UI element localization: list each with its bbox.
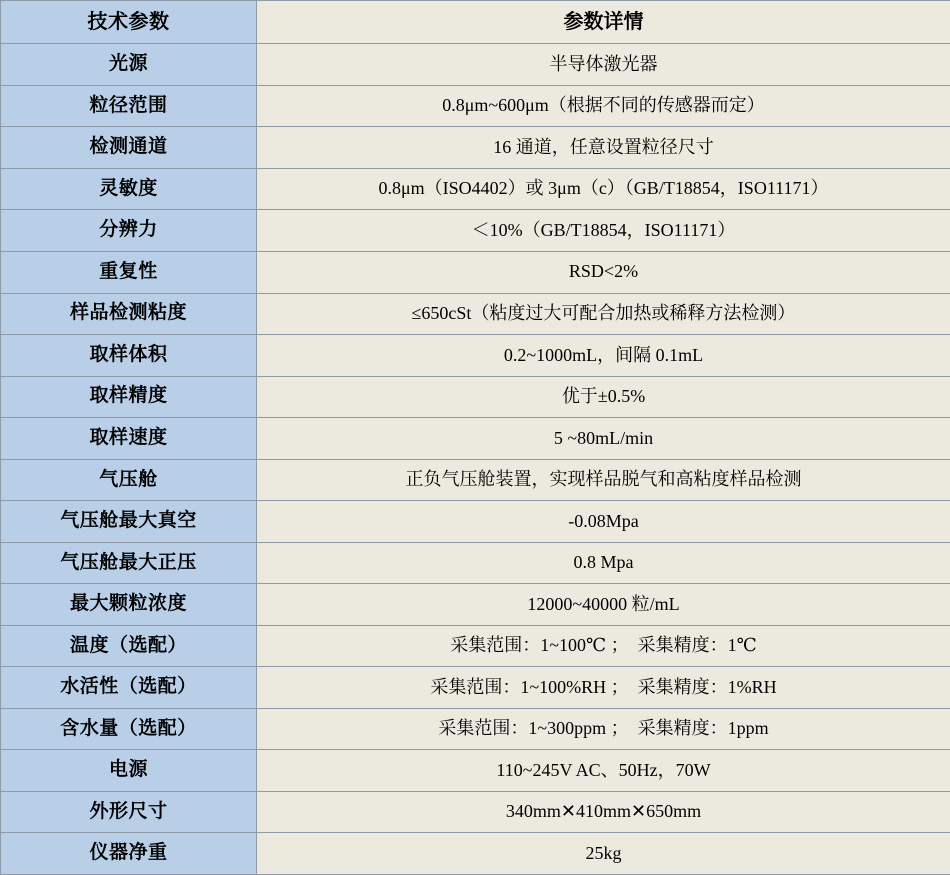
row-value: 0.8 Mpa	[257, 542, 950, 584]
table-row	[1, 791, 950, 833]
table-row	[1, 85, 950, 127]
row-label: 检测通道	[1, 127, 257, 169]
table-row	[1, 625, 950, 667]
row-label: 取样体积	[1, 335, 257, 377]
row-value: 优于±0.5%	[257, 376, 950, 418]
row-value: -0.08Mpa	[257, 501, 950, 543]
row-label: 水活性（选配）	[1, 667, 257, 709]
table-row	[1, 127, 950, 169]
row-label: 最大颗粒浓度	[1, 584, 257, 626]
specifications-table-body	[1, 1, 950, 875]
table-header-row	[1, 1, 950, 44]
row-label: 取样速度	[1, 418, 257, 460]
table-row	[1, 44, 950, 86]
row-value: 0.8μm~600μm（根据不同的传感器而定）	[257, 85, 950, 127]
row-label: 外形尺寸	[1, 791, 257, 833]
row-value: 正负气压舱装置，实现样品脱气和高粘度样品检测	[257, 459, 950, 501]
header-value-cell: 参数详情	[257, 1, 950, 44]
row-value: 半导体激光器	[257, 44, 950, 86]
table-row	[1, 667, 950, 709]
table-row	[1, 542, 950, 584]
table-row	[1, 168, 950, 210]
row-label: 仪器净重	[1, 833, 257, 875]
row-value: 16 通道，任意设置粒径尺寸	[257, 127, 950, 169]
row-value: 110~245V AC、50Hz，70W	[257, 750, 950, 792]
row-label: 取样精度	[1, 376, 257, 418]
row-label: 气压舱最大正压	[1, 542, 257, 584]
row-value: 340mm✕410mm✕650mm	[257, 791, 950, 833]
row-value: 采集范围：1~100%RH ； 采集精度：1%RH	[257, 667, 950, 709]
row-value: 25kg	[257, 833, 950, 875]
row-label: 样品检测粘度	[1, 293, 257, 335]
table-row	[1, 459, 950, 501]
row-label: 含水量（选配）	[1, 708, 257, 750]
table-row	[1, 376, 950, 418]
row-label: 光源	[1, 44, 257, 86]
row-label: 电源	[1, 750, 257, 792]
row-value: 0.8μm（ISO4402）或 3μm（c）（GB/T18854，ISO11171）	[257, 168, 950, 210]
row-value: 12000~40000 粒/mL	[257, 584, 950, 626]
row-label: 粒径范围	[1, 85, 257, 127]
table-row	[1, 584, 950, 626]
table-row	[1, 293, 950, 335]
row-label: 气压舱	[1, 459, 257, 501]
row-label: 分辨力	[1, 210, 257, 252]
header-label-cell: 技术参数	[1, 1, 257, 44]
row-value: RSD<2%	[257, 251, 950, 293]
table-row	[1, 418, 950, 460]
table-row	[1, 833, 950, 875]
table-row	[1, 210, 950, 252]
table-row	[1, 501, 950, 543]
row-value: 采集范围：1~300ppm ； 采集精度：1ppm	[257, 708, 950, 750]
row-value: 5 ~80mL/min	[257, 418, 950, 460]
table-row	[1, 708, 950, 750]
table-row	[1, 750, 950, 792]
row-value: ＜10%（GB/T18854，ISO11171）	[257, 210, 950, 252]
row-label: 重复性	[1, 251, 257, 293]
row-label: 灵敏度	[1, 168, 257, 210]
row-value: ≤650cSt（粘度过大可配合加热或稀释方法检测）	[257, 293, 950, 335]
row-value: 采集范围：1~100℃ ； 采集精度：1℃	[257, 625, 950, 667]
table-row	[1, 251, 950, 293]
row-label: 温度（选配）	[1, 625, 257, 667]
table-row	[1, 335, 950, 377]
row-value: 0.2~1000mL，间隔 0.1mL	[257, 335, 950, 377]
row-label: 气压舱最大真空	[1, 501, 257, 543]
